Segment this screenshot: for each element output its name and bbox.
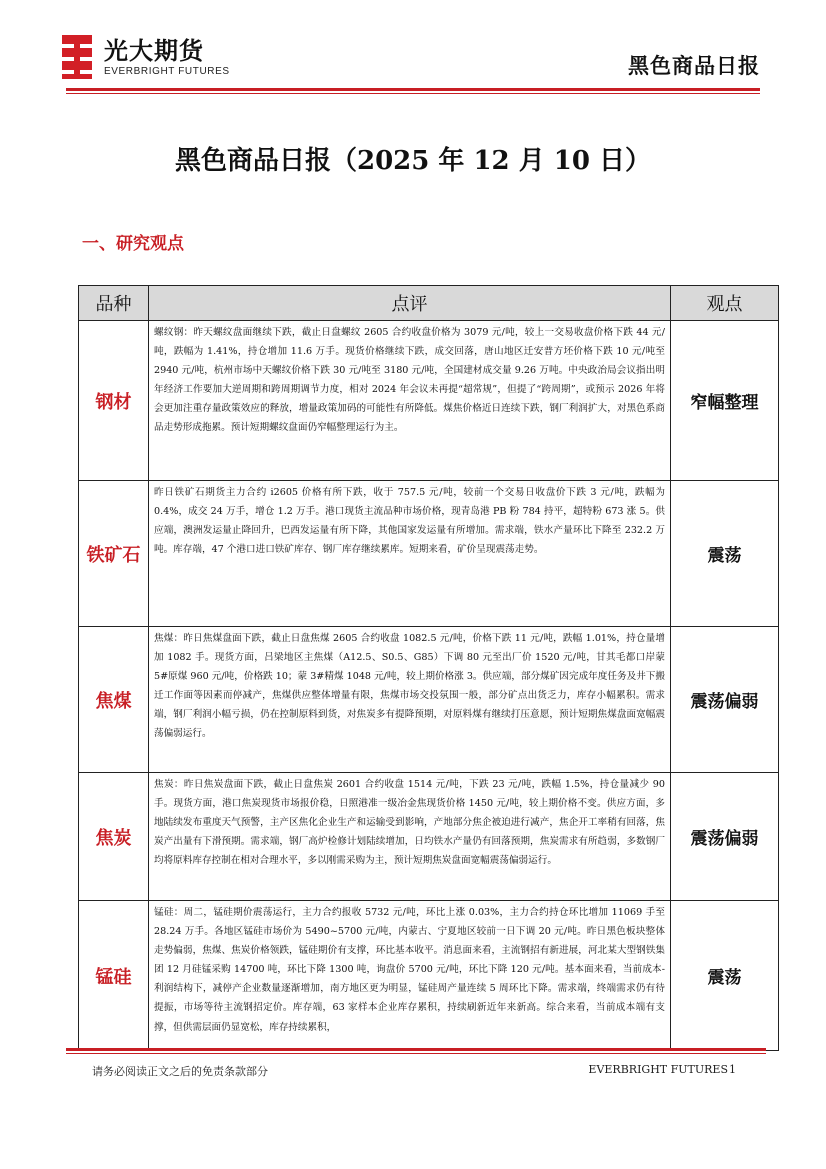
row-comment: 螺纹钢：昨天螺纹盘面继续下跌，截止日盘螺纹 2605 合约收盘价格为 3079 元/吨，较上一交易收盘价格下跌 44 元/吨，跌幅为 1.41%，持仓增加 11.6 万手。现货价格继续下跌，成交回落，唐山地区迁安普方坯价格下跌 10 元/吨至 2940 元/吨，杭州市场中天螺纹价格下跌 30 元/吨至 3180 元/吨，全国建材成交量 9.26 万吨。中央政治局会议指出明年经济工作要加大逆周期和跨周期调节力度，相对 2024 年会议未再提“超常规”，但提了“跨周期”，或预示 2026 年将会更加注重存量政策效应的释放，增量政策加码的可能性有所降低。煤焦价格近日连续下跌，钢厂利润扩大，对黑色系商品走势形成拖累。预计短期螺纹盘面仍窄幅整理运行为主。 [149, 321, 671, 481]
row-category: 焦炭 [79, 773, 149, 901]
row-comment [149, 901, 671, 1051]
row-category: 铁矿石 [79, 481, 149, 627]
row-view: 震荡 [671, 901, 779, 1051]
table-row [79, 481, 779, 627]
footer-divider [66, 1048, 766, 1051]
logo-brand-cn: 光大期货 [104, 36, 204, 65]
column-header-category: 品种 [79, 286, 149, 321]
table-header-row [79, 286, 779, 321]
row-category: 钢材 [79, 321, 149, 481]
row-category: 焦煤 [79, 627, 149, 773]
row-category: 锰硅 [79, 901, 149, 1051]
table-row [79, 773, 779, 901]
logo-mark-icon [62, 35, 96, 79]
table-row [79, 627, 779, 773]
column-header-comment: 点评 [149, 286, 671, 321]
logo-brand-en: EVERBRIGHT FUTURES [104, 65, 230, 77]
row-view: 震荡 [671, 481, 779, 627]
company-logo [62, 35, 230, 79]
row-view: 窄幅整理 [671, 321, 779, 481]
header-report-name: 黑色商品日报 [628, 54, 760, 78]
row-comment: 焦煤：昨日焦煤盘面下跌，截止日盘焦煤 2605 合约收盘 1082.5 元/吨，价格下跌 11 元/吨，跌幅 1.01%，持仓量增加 1082 手。现货方面，吕梁地区主焦煤（A12.5、S0.5、G85）下调 80 元至出厂价 1520 元/吨，甘其毛都口岸蒙 5#原煤 960 元/吨，价格跌 10；蒙 3#精煤 1048 元/吨，较上期价格涨 3。供应端，部分煤矿因完成年度任务及井下搬迁工作面等因素而停减产，焦煤供应整体增量有限，焦煤市场交投氛围一般，部分矿点出货乏力，库存小幅累积。需求端，钢厂利润小幅亏损，仍在控制原料到货，对焦炭多有提降预期，对原料煤有继续打压意愿，预计短期焦煤盘面宽幅震荡偏弱运行。 [149, 627, 671, 773]
research-table [78, 285, 779, 1051]
table-row [79, 901, 779, 1051]
row-comment-text: 锰硅：周二，锰硅期价震荡运行，主力合约报收 5732 元/吨，环比上涨 0.03%，主力合约持仓环比增加 11069 手至 28.24 万手。各地区锰硅市场价为 5490~5700 元/吨，内蒙古、宁夏地区较前一日下调 20 元/吨。昨日黑色板块整体走势偏弱，焦煤、焦炭价格领跌，锰硅期价有支撑，环比基本收平。消息面来看，主流钢招有新进展，河北某大型钢铁集团 12 月硅锰采购 14700 吨，环比下降 1300 吨，询盘价 5700 元/吨，环比下降 120 元/吨。基本面来看，当前成本-利润结构下，减停产企业数量逐渐增加，南方地区更为明显，锰硅周产量连续 5 周环比下降。需求端，终端需求仍有待提振，市场等待主流钢招定价。库存端，63 家样本企业库存累积，持续刷新近年来新高。综合来看，当前成本端有支撑，但供需层面仍显宽松，库存持续累积， [154, 907, 665, 1033]
row-view: 震荡偏弱 [671, 773, 779, 901]
row-comment: 焦炭：昨日焦炭盘面下跌，截止日盘焦炭 2601 合约收盘 1514 元/吨，下跌 23 元/吨，跌幅 1.5%，持仓量减少 90 手。现货方面，港口焦炭现货市场报价稳，日照港准一级冶金焦现货价格 1450 元/吨，较上期价格不变。供应方面，多地陆续发布重度天气预警，主产区焦化企业生产和运输受到影响，产地部分焦企被迫进行减产，焦企开工率稍有回落，焦炭产出量有下滑预期。需求端，钢厂高炉检修计划陆续增加，日均铁水产量仍有回落预期，焦炭需求有所趋弱，多数钢厂均将原料库存控制在相对合理水平，多以刚需采购为主，预计短期焦炭盘面宽幅震荡偏弱运行。 [149, 773, 671, 901]
column-header-view: 观点 [671, 286, 779, 321]
row-comment: 昨日铁矿石期货主力合约 i2605 价格有所下跌，收于 757.5 元/吨，较前一个交易日收盘价下跌 3 元/吨，跌幅为 0.4%，成交 24 万手，增仓 1.2 万手。港口现货主流品种市场价格，现青岛港 PB 粉 784 持平，超特粉 673 涨 5。供应端，澳洲发运量止降回升，巴西发运量有所下降，其他国家发运量有所增加。需求端，铁水产量环比下降至 232.2 万吨。库存端，47 个港口进口铁矿库存、钢厂库存继续累库。短期来看，矿价呈现震荡走势。 [149, 481, 671, 627]
footer-disclaimer: 请务必阅读正文之后的免责条款部分 [92, 1065, 268, 1078]
header-divider [66, 88, 760, 91]
page-number: 1 [729, 1063, 736, 1076]
footer-brand: EVERBRIGHT FUTURES [588, 1063, 728, 1076]
footer-divider-thin [66, 1053, 766, 1054]
table-row [79, 321, 779, 481]
row-view: 震荡偏弱 [671, 627, 779, 773]
header-divider-thin [66, 93, 760, 94]
section-heading: 一、研究观点 [82, 234, 184, 254]
document-title: 黑色商品日报（2025 年 12 月 10 日） [175, 146, 651, 176]
